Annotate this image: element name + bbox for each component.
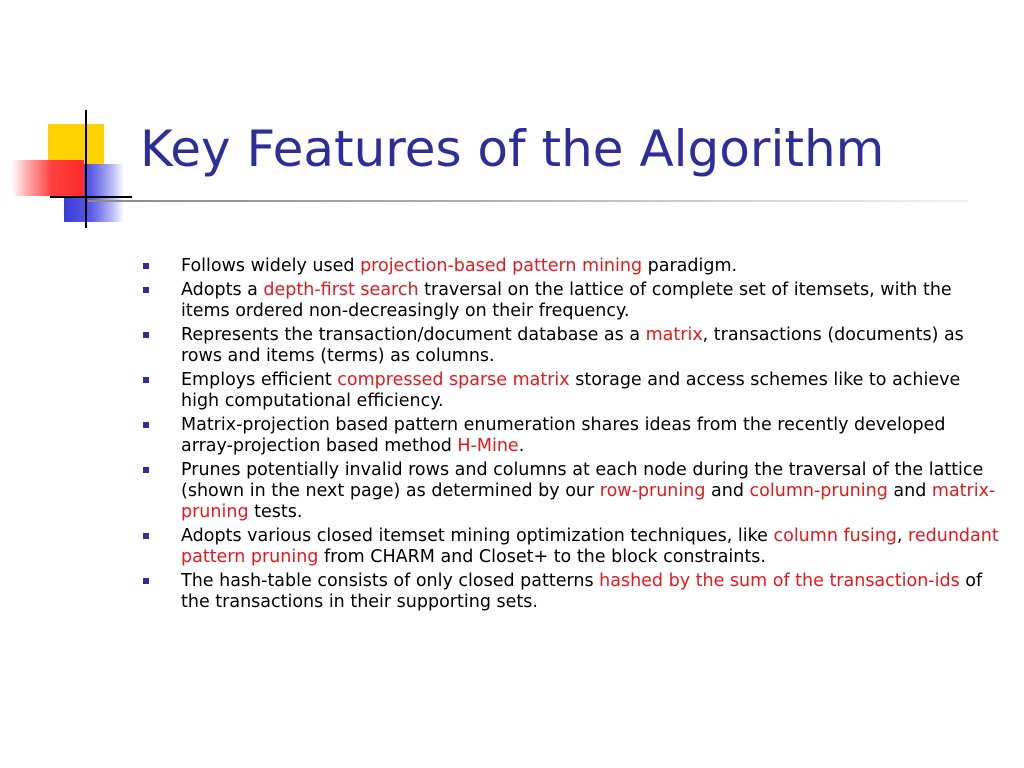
- bullet-square-icon: [143, 422, 149, 428]
- bullet-text: and: [705, 481, 750, 501]
- bullet-square-icon: [143, 533, 149, 539]
- highlighted-term: row-pruning: [599, 481, 706, 501]
- logo-horizontal-line: [50, 196, 132, 198]
- bullet-item: [142, 460, 1002, 523]
- bullet-text: from CHARM and Closet+ to the block constraints.: [318, 547, 766, 567]
- bullet-text: Adopts various closed itemset mining optimization techniques, like: [181, 526, 774, 546]
- highlighted-term: matrix-pruning: [181, 481, 996, 522]
- bullet-text: paradigm.: [642, 256, 738, 276]
- bullet-text: Employs efficient: [181, 370, 338, 390]
- bullet-text: , transactions (documents) as rows and items (terms) as columns.: [181, 325, 964, 366]
- bullet-text: of the transactions in their supporting sets.: [181, 571, 983, 612]
- bullet-text: Follows widely used: [181, 256, 361, 276]
- highlighted-term: column fusing: [773, 526, 897, 546]
- bullet-text: storage and access schemes like to achieve high computational efficiency.: [181, 370, 961, 411]
- bullet-text: and: [887, 481, 932, 501]
- bullet-item: [142, 370, 1002, 412]
- logo-vertical-line: [85, 110, 87, 228]
- bullet-text: .: [518, 436, 525, 456]
- highlighted-term: depth-first search: [263, 280, 419, 300]
- bullet-square-icon: [143, 467, 149, 473]
- bullet-list: [142, 256, 1002, 616]
- slide-title: Key Features of the Algorithm: [140, 120, 885, 178]
- highlighted-term: projection-based pattern mining: [360, 256, 643, 276]
- highlighted-term: column-pruning: [749, 481, 888, 501]
- bullet-text: tests.: [248, 502, 303, 522]
- bullet-text: traversal on the lattice of complete set of itemsets, with the items ordered non-decreasingly on their frequency.: [181, 280, 952, 321]
- bullet-item: [142, 415, 1002, 457]
- bullet-text: Matrix-projection based pattern enumeration shares ideas from the recently developed array-projection based method: [181, 415, 946, 456]
- bullet-item: [142, 526, 1002, 568]
- bullet-text: Adopts a: [181, 280, 264, 300]
- logo-red-bar: [12, 160, 84, 196]
- title-underline: [88, 200, 968, 202]
- bullet-square-icon: [143, 263, 149, 269]
- bullet-square-icon: [143, 332, 149, 338]
- bullet-item: [142, 571, 1002, 613]
- bullet-square-icon: [143, 578, 149, 584]
- bullet-item: [142, 256, 1002, 277]
- highlighted-term: H-Mine: [457, 436, 519, 456]
- bullet-item: [142, 280, 1002, 322]
- highlighted-term: hashed by the sum of the transaction-ids: [599, 571, 960, 591]
- bullet-square-icon: [143, 287, 149, 293]
- bullet-text: Represents the transaction/document database as a: [181, 325, 646, 345]
- highlighted-term: compressed sparse matrix: [337, 370, 570, 390]
- bullet-text: Prunes potentially invalid rows and columns at each node during the traversal of the lattice (shown in the next page) as determined by our: [181, 460, 984, 501]
- bullet-square-icon: [143, 377, 149, 383]
- bullet-text: ,: [896, 526, 909, 546]
- highlighted-term: redundant pattern pruning: [181, 526, 999, 567]
- highlighted-term: matrix: [645, 325, 703, 345]
- bullet-text: The hash-table consists of only closed patterns: [181, 571, 600, 591]
- bullet-item: [142, 325, 1002, 367]
